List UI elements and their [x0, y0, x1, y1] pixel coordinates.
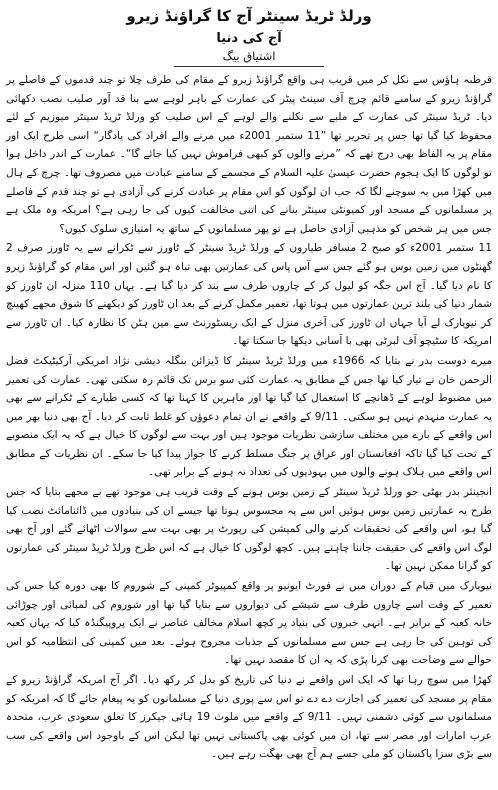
article-paragraph: کھڑا میں سوچ رہا تھا کہ ایک اس واقعے نے دنیا کی تاریخ کو بدل کر رکھ دیا۔ اگر آج امریکہ گراؤنڈ زیرو کے مقام پر مسجد کی تعمیر کی اجازت دے دے تو اس سے پوری دنیا کے مسلمانوں کو یہ پیغام جائے گا کہ امریکہ کو مسلمانوں سے کوئی دشمنی نہیں۔ 9/11 کے واقعے میں ملوث 19 ہائی جیکرز کا تعلق سعودی عرب، متحدہ عرب امارات اور مصر سے تھا، ان میں کوئی بھی پاکستانی نہیں تھا لیکن اس کے باوجود اس واقعے کی سب سے بڑی سزا پاکستان کو ملی جسے ہم آج بھی بھگت رہے ہیں۔ — [6, 674, 492, 761]
column-name: آج کی دنیا — [216, 31, 282, 46]
article-title: ورلڈ ٹریڈ سینٹر آج کا گراؤنڈ زیرو — [126, 7, 372, 25]
article-paragraph: 11 ستمبر 2001ء کو صبح 2 مسافر طیاروں کے ورلڈ ٹریڈ سینٹر کے ٹاورز سے ٹکرانے سے یہ ٹاورز صرف 2 گھنٹوں میں زمین بوس ہو گئے جس سے آس پاس کی عمارتیں بھی تباہ ہو گئیں اور اس مقام کو گراؤنڈ زیرو کا نام دیا گیا۔ آج اس جگہ کو لیول کر کے چاروں طرف سے بند کر دیا گیا ہے۔ یہاں 110 منزلہ ان ٹاورز کو شمار دنیا کی بلند ترین عمارتوں میں ہوتا تھا، تعمیر مکمل کرنے کے بعد ان ٹاورز کو دیکھنے کا شوق مجھے کھینچ کر نیویارک لے آیا جہاں ان ٹاورز کی آخری منزل کے ایک ریسٹورنٹ سے مین ہٹن کا نظارہ کیا۔ ان ٹاورز سے امریکہ کا سٹیچو آف لبرٹی بھی با آسانی دیکھا جا سکتا تھا۔ — [6, 242, 492, 348]
article-paragraph: قرطبہ ہاؤس سے نکل کر میں قریب ہی واقع گراؤنڈ زیرو کے مقام کی طرف چلا تو چند قدموں کے فاصلے پر گراؤنڈ زیرو کے سامنے قائم چرچ آف سینٹ پیٹر کی عمارت کے باہر لوہے سے بنا قد آور صلیب نصب دکھائی دیا۔ ٹریڈ سینٹر کی عمارت کے ملبے سے نکلنے والے لوہے کے اس صلیب کو ورلڈ ٹریڈ سینٹر میوزیم کے لئے محفوظ کیا گیا تھا جس پر تحریر تھا ”11 ستمبر 2001ء میں مرنے والے افراد کی یادگار“ اسی طرح ایک اور مقام پر یہ الفاظ بھی درج تھے کہ ”مرنے والوں کو کبھی فراموش نہیں کیا جائے گا“۔ عمارت کے اندر داخل ہوا تو لوگوں کا ایک ہجوم حضرت عیسیٰ علیہ السلام کے مجسمے کے سامنے عبادت میں مصروف تھا۔ چرچ کے ہال میں کھڑا میں یہ سوچنے لگا کہ جب ان لوگوں کو اس مقام پر عبادت کرنے کی آزادی ہے تو چند قدم کے فاصلے پر مسلمانوں کے مسجد اور کمیونٹی سینٹر بنانے کی اتنی مخالفت کیوں کی جا رہی ہے؟ امریکہ وہ ملک ہے جس میں ہر شخص کو مذہبی آزادی حاصل ہے تو پھر مسلمانوں کے ساتھ یہ امتیازی سلوک کیوں؟ — [6, 74, 493, 235]
byline — [174, 30, 324, 67]
author-name: اشتیاق بیگ — [222, 49, 276, 63]
article-paragraph: نیویارک میں قیام کے دوران میں نے فورٹ ایونیو پر واقع کمپیوٹر کمپنی کے شوروم کا بھی دورہ کیا جس کی تعمیر کے وقت اسے چاروں طرف سے شیشے کی دیواروں سے بنایا گیا تھا اور شوروم کی لمبائی اور چوڑائی خانہ کعبہ کے برابر ہے۔ انہی خبروں کی بنیاد پر کچھ اسلام مخالف عناصر نے ایک پروپیگنڈہ کیا کہ یہاں کعبہ کی توہین کی جا رہی ہے جس سے مسلمانوں کے جذبات مجروح ہوئے۔ بعد میں کمپنی کی انتظامیہ کو اس حوالے سے وضاحت بھی کرنا پڑی کہ یہ ان کا مقصد نہیں تھا۔ — [6, 580, 492, 667]
article-paragraph: میرے دوست بدر نے بتایا کہ 1966ء میں ورلڈ ٹریڈ سینٹر کا ڈیزائن بنگلہ دیشی نژاد امریکی آرکیٹیکٹ فضل الرحمن خان نے تیار کیا تھا جس کے مطابق یہ عمارت کئی سو برس تک قائم رہ سکتی تھی۔ عمارت کی تعمیر میں مضبوط لوہے کے ڈھانچے کا استعمال کیا گیا تھا اور ماہرین کا کہنا تھا کہ کسی طیارے کے ٹکرانے سے بھی یہ عمارت منہدم نہیں ہو سکتی۔ 9/11 کے واقعے نے ان تمام دعوؤں کو غلط ثابت کر دیا۔ آج بھی دنیا بھر میں اس واقعے کے بارے میں مختلف سازشی نظریات موجود ہیں اور بہت سے لوگوں کا خیال ہے کہ یہ ایک منصوبے کے تحت کیا گیا تاکہ افغانستان اور عراق پر جنگ مسلط کرنے کا جواز پیدا کیا جا سکے۔ ان نظریات کے مطابق اس واقعے میں ہلاک ہونے والوں میں یہودیوں کی تعداد نہ ہونے کے برابر تھی۔ — [6, 354, 492, 479]
article-paragraph: انجینئر بدر بھٹی جو ورلڈ ٹریڈ سینٹر کے زمین بوس ہونے کے وقت قریب ہی موجود تھے نے مجھے بتایا کہ جس طرح یہ عمارتیں زمین بوس ہوئیں اس سے یہ محسوس ہوتا تھا جیسے ان کی بنیادوں میں ڈائنامائٹ نصب کیا گیا ہو، اس واقعے کی تحقیقات کرنے والی کمیشن کی رپورٹ پر بھی بہت سے سوالات اٹھائے گئے اور آج بھی لوگ اس واقعے کی حقیقت جاننا چاہتے ہیں۔ کچھ لوگوں کا خیال ہے کہ اس طرح ورلڈ ٹریڈ سینٹر کی عمارتوں کو گرانا ممکن نہیں تھا۔ — [6, 486, 492, 573]
article-body — [6, 71, 492, 764]
